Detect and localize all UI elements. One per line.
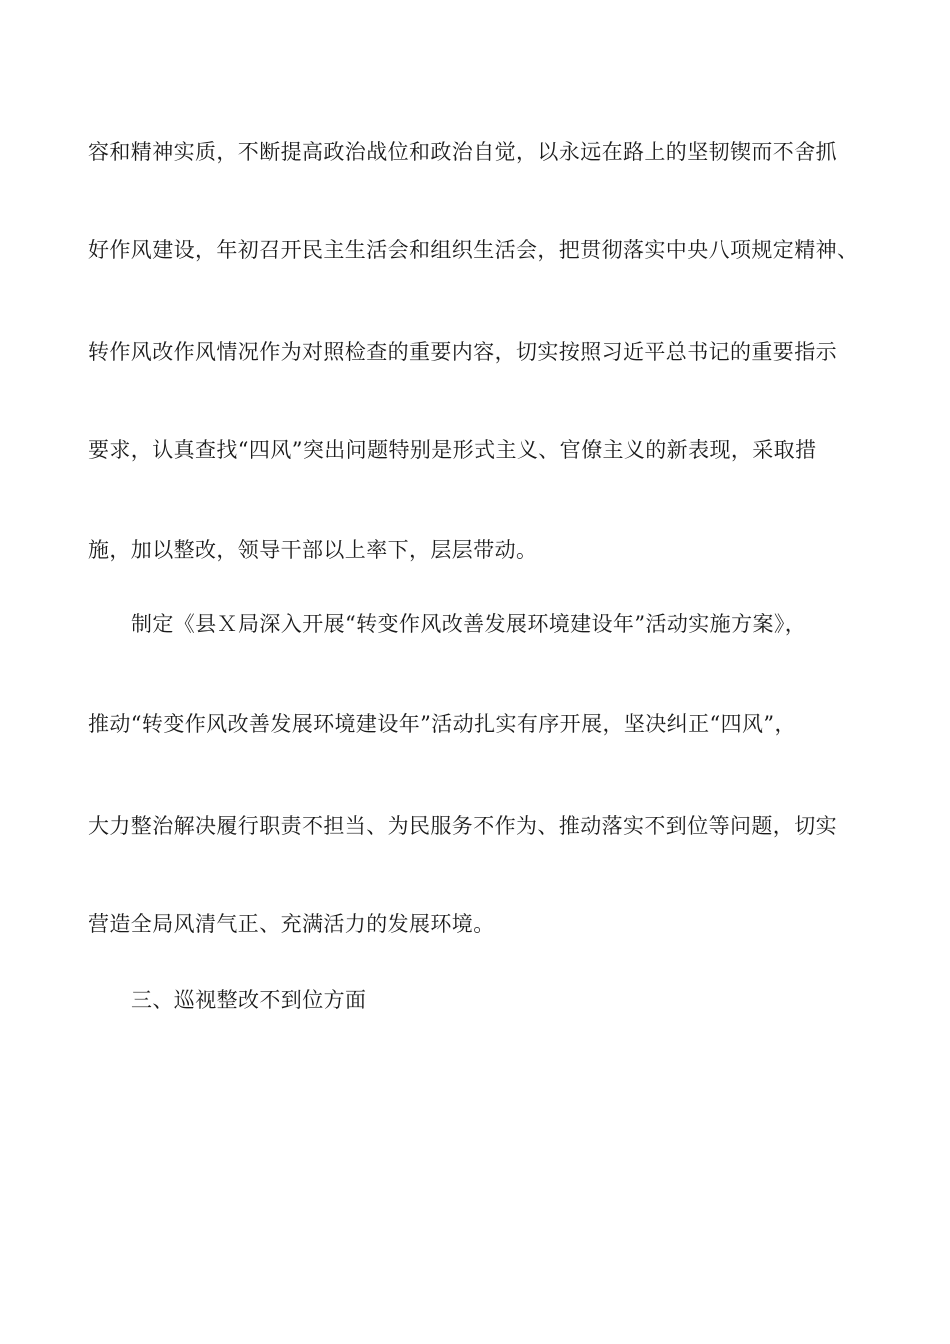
paragraph-2-line-4: 营造全局风清气正、充满活力的发展环境。 xyxy=(88,912,495,936)
paragraph-1-line-5: 施，加以整改，领导干部以上率下，层层带动。 xyxy=(88,538,538,562)
paragraph-1-line-1: 容和精神实质，不断提高政治战位和政治自觉，以永远在路上的坚韧锲而不舍抓 xyxy=(88,140,837,164)
section-heading: 三、巡视整改不到位方面 xyxy=(131,988,367,1012)
paragraph-1-line-2: 好作风建设，年初召开民主生活会和组织生活会，把贯彻落实中央八项规定精神、 xyxy=(88,238,859,262)
paragraph-1-line-3: 转作风改作风情况作为对照检查的重要内容，切实按照习近平总书记的重要指示 xyxy=(88,340,837,364)
paragraph-2-line-3: 大力整治解决履行职责不担当、为民服务不作为、推动落实不到位等问题，切实 xyxy=(88,814,837,838)
paragraph-2-line-2: 推动“转变作风改善发展环境建设年”活动扎实有序开展，坚决纠正“四风”， xyxy=(88,712,796,736)
paragraph-1-line-4: 要求，认真查找“四风”突出问题特别是形式主义、官僚主义的新表现，采取措 xyxy=(88,438,817,462)
paragraph-2-line-1: 制定《县Ｘ局深入开展“转变作风改善发展环境建设年”活动实施方案》， xyxy=(131,612,807,636)
